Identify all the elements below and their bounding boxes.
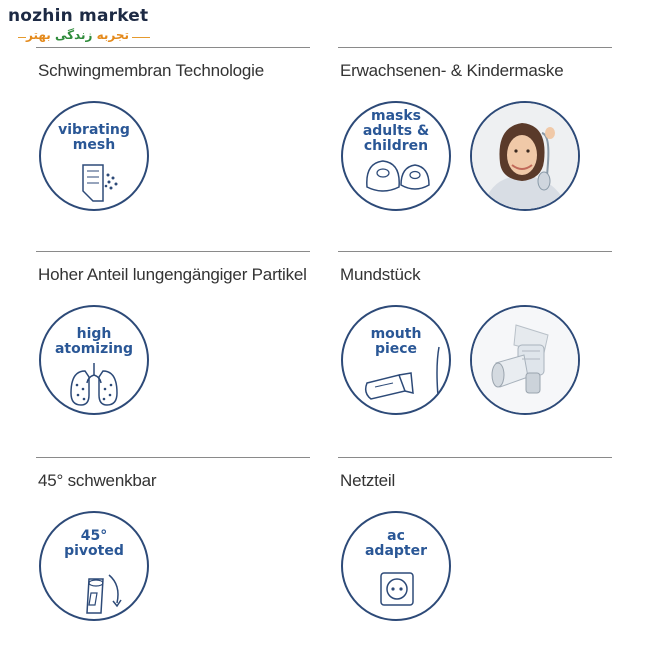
badge-line: atomizing <box>54 341 134 357</box>
masks-badge <box>341 101 451 211</box>
divider-row1-left <box>36 47 310 48</box>
divider-row3-right <box>338 457 612 458</box>
brand-logo <box>8 6 158 46</box>
divider-row1-right <box>338 47 612 48</box>
divider-row2-right <box>338 251 612 252</box>
badge-line: ac <box>387 528 405 544</box>
feature-title-masks: Erwachsenen- & Kindermaske <box>340 61 564 80</box>
masks-icon <box>343 103 449 209</box>
vibrating-mesh-badge <box>39 101 149 211</box>
divider-row3-left <box>36 457 310 458</box>
brand-underline-right <box>132 37 150 38</box>
brand-underline-left <box>18 37 26 38</box>
lungs-icon <box>41 307 147 413</box>
feature-title-adapter: Netzteil <box>340 471 396 490</box>
brand-tagline-word-2: زندگی <box>54 28 93 42</box>
badge-line: high <box>76 326 112 342</box>
badge-line: mouth <box>370 326 422 342</box>
pivot-icon <box>41 513 147 619</box>
badge-line: vibrating <box>58 122 130 138</box>
badge-line: masks <box>370 108 421 124</box>
feature-title-atomizing: Hoher Anteil lungengängiger Partikel <box>38 265 307 284</box>
nebulizer-photo <box>470 305 580 415</box>
divider-row2-left <box>36 251 310 252</box>
feature-title-pivot: 45° schwenkbar <box>38 471 157 490</box>
brand-tagline-word-3: بهتر <box>26 28 51 42</box>
brand-tagline-word-1: تجربه <box>96 28 130 42</box>
badge-line: adapter <box>364 543 428 559</box>
badge-line: mesh <box>72 137 116 153</box>
woman-with-mask-photo <box>470 101 580 211</box>
feature-title-mesh: Schwingmembran Technologie <box>38 61 265 80</box>
badge-line: children <box>363 138 429 154</box>
high-atomizing-badge <box>39 305 149 415</box>
badge-line: piece <box>374 341 418 357</box>
brand-name: nozhin market <box>8 6 149 26</box>
brand-tagline <box>26 28 129 42</box>
badge-line: pivoted <box>64 543 124 559</box>
badge-line: adults & <box>362 123 430 139</box>
mouthpiece-icon <box>343 307 449 413</box>
pivoted-badge <box>39 511 149 621</box>
socket-icon <box>343 513 449 619</box>
feature-title-mouthpiece: Mundstück <box>340 265 421 284</box>
badge-line: 45° <box>80 528 108 544</box>
mouth-piece-badge <box>341 305 451 415</box>
ac-adapter-badge <box>341 511 451 621</box>
mesh-plate-icon <box>41 103 147 209</box>
